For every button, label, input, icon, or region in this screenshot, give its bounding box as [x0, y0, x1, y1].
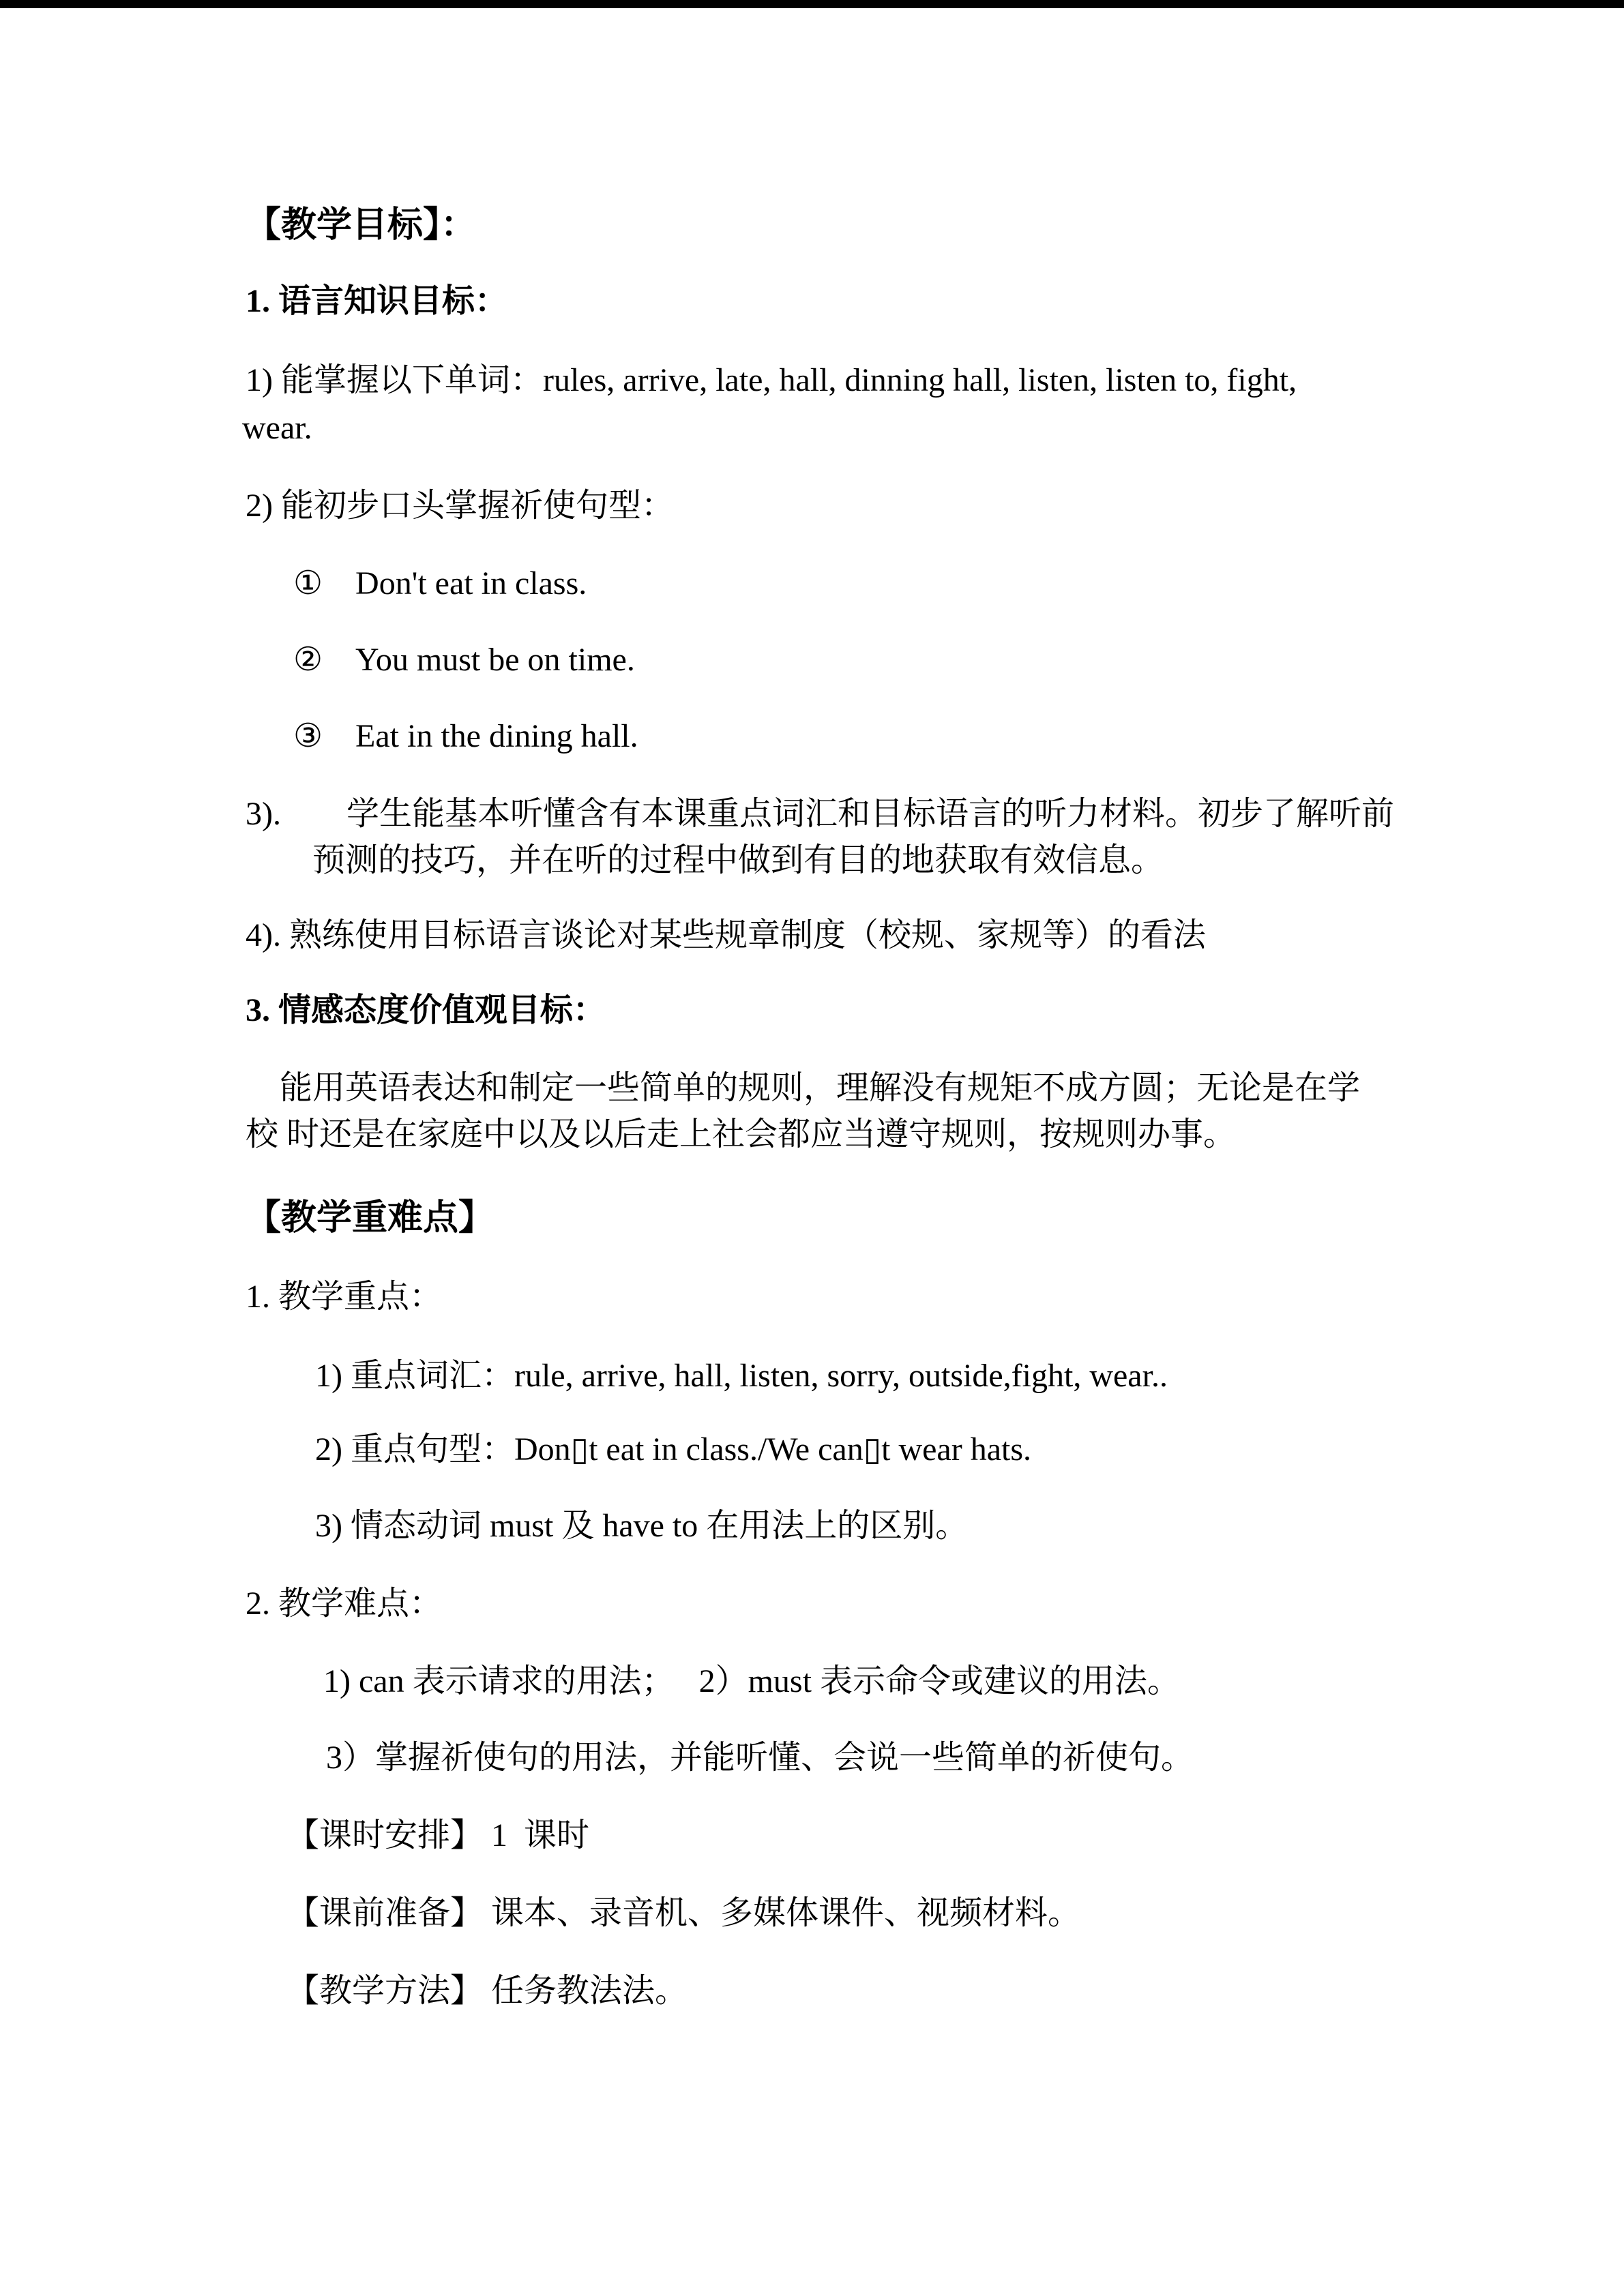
- heading-language-knowledge-objectives: 1. 语言知识目标：: [246, 283, 508, 319]
- para-teaching-method: 【教学方法】 任务教法法。: [286, 1973, 688, 2009]
- para-listening-objective-line1: 3). 学生能基本听懂含有本课重点词汇和目标语言的听力材料。初步了解听前: [246, 796, 1394, 832]
- para-difficult-point-3: 3）掌握祈使句的用法，并能听懂、会说一些简单的祈使句。: [326, 1740, 1194, 1776]
- list-item-imperative-3: ③ Eat in the dining hall.: [293, 718, 638, 754]
- heading-teaching-key-difficult-points: 【教学重难点】: [246, 1199, 494, 1238]
- para-modal-verbs-difference: 3) 情态动词 must 及 have to 在用法上的区别。: [315, 1508, 969, 1544]
- top-edge-bar: [0, 0, 1624, 8]
- para-difficult-points-1-2: 1) can 表示请求的用法； 2）must 表示命令或建议的用法。: [323, 1663, 1180, 1699]
- list-item-imperative-2: ② You must be on time.: [293, 642, 635, 678]
- para-class-hours: 【课时安排】 1 课时: [286, 1817, 590, 1853]
- heading-teaching-difficult-points: 2. 教学难点：: [246, 1585, 443, 1622]
- para-listening-objective-line2: 预测的技巧，并在听的过程中做到有目的地获取有效信息。: [312, 842, 1164, 878]
- para-imperative-patterns: 2) 能初步口头掌握祈使句型：: [246, 488, 674, 524]
- para-affective-content-line2: 校 时还是在家庭中以及以后走上社会都应当遵守规则，按规则办事。: [246, 1116, 1237, 1152]
- heading-affective-objectives: 3. 情感态度价值观目标：: [246, 992, 606, 1028]
- para-class-preparation: 【课前准备】 课本、录音机、多媒体课件、视频材料。: [286, 1895, 1081, 1931]
- para-key-sentence-patterns: 2) 重点句型：Don▯t eat in class./We can▯t wear hats.: [315, 1431, 1032, 1467]
- para-key-vocabulary: 1) 重点词汇：rule, arrive, hall, listen, sorry, outside,fight, wear..: [315, 1358, 1168, 1394]
- para-vocabulary-line1: 1) 能掌握以下单词：rules, arrive, late, hall, dinning hall, listen, listen to, fight,: [246, 362, 1297, 398]
- para-affective-content-line1: 能用英语表达和制定一些简单的规则，理解没有规矩不成方圆；无论是在学: [280, 1070, 1361, 1106]
- heading-teaching-objectives: 【教学目标】：: [246, 206, 477, 245]
- para-target-language-usage: 4). 熟练使用目标语言谈论对某些规章制度（校规、家规等）的看法: [246, 917, 1206, 953]
- list-item-imperative-1: ① Don't eat in class.: [293, 565, 587, 601]
- para-vocabulary-line2: wear.: [242, 410, 312, 446]
- heading-teaching-key-points: 1. 教学重点：: [246, 1279, 443, 1315]
